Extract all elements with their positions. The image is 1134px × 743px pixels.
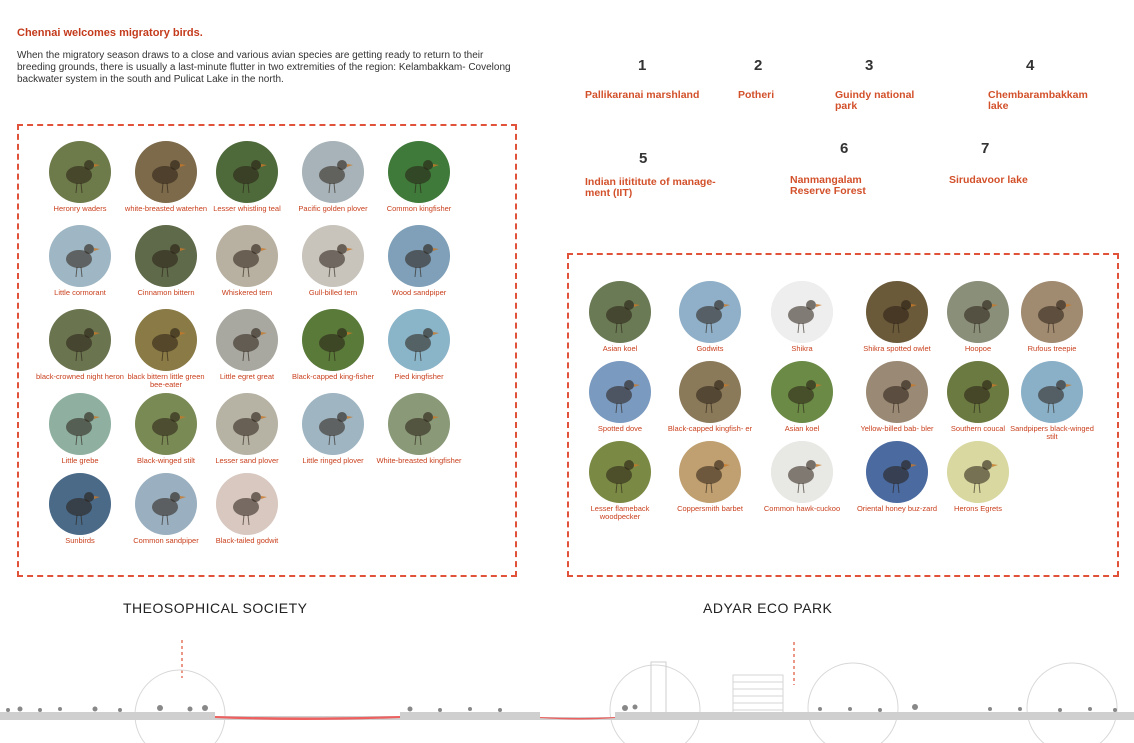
bird-caption: Lesser whistling teal (213, 204, 281, 213)
bird-icon (49, 473, 111, 535)
location-name: Guindy national park (835, 89, 915, 112)
bird-photo (679, 281, 741, 343)
bird-caption: white-breasted waterhen (124, 204, 208, 213)
bird-photo (302, 225, 364, 287)
bird-card (283, 393, 383, 465)
location-number: 6 (840, 140, 849, 157)
bird-caption: Little ringed plover (302, 456, 364, 465)
bird-caption: Cinnamon bittern (137, 288, 195, 297)
bird-card (1002, 361, 1102, 441)
bird-photo (388, 141, 450, 203)
location-number: 5 (639, 150, 648, 167)
bird-caption: Sandpipers black-winged stilt (1010, 424, 1094, 441)
bird-photo (302, 141, 364, 203)
bird-caption: Common hawk-cuckoo (763, 504, 841, 513)
bird-card (197, 225, 297, 297)
bird-photo (947, 441, 1009, 503)
bird-caption: Whiskered tern (221, 288, 273, 297)
bird-icon (49, 225, 111, 287)
bird-photo (216, 473, 278, 535)
bird-icon (216, 473, 278, 535)
tree-circle (135, 670, 225, 743)
headline: Chennai welcomes migratory birds. (17, 27, 203, 39)
bird-icon (388, 309, 450, 371)
bird-photo (589, 281, 651, 343)
right-bird-panel (567, 253, 1119, 577)
bird-photo (49, 225, 111, 287)
bird-caption: Shikra spotted owlet (863, 344, 931, 353)
site-label-adyar: ADYAR ECO PARK (703, 600, 833, 616)
bird-icon (216, 309, 278, 371)
bird-caption: Heronry waders (53, 204, 107, 213)
bird-photo (679, 441, 741, 503)
location-number: 7 (981, 140, 990, 157)
bird-card (197, 473, 297, 545)
bird-photo (49, 473, 111, 535)
left-bird-panel (17, 124, 517, 577)
bird-photo (216, 309, 278, 371)
bird-photo (49, 141, 111, 203)
bird-photo (589, 361, 651, 423)
bird-caption: Pied kingfisher (394, 372, 444, 381)
bird-card (570, 281, 670, 353)
bird-caption: Coppersmith barbet (677, 504, 743, 513)
bird-caption: Lesser flameback woodpecker (590, 504, 650, 521)
bird-icon (771, 281, 833, 343)
bird-card (1002, 281, 1102, 353)
bird-caption: Little egret great (219, 372, 275, 381)
bird-card (197, 141, 297, 213)
bird-caption: Black-tailed godwit (215, 536, 279, 545)
location-name: Nanmangalam Reserve Forest (790, 174, 866, 197)
vegetation (6, 704, 1117, 712)
bird-photo (135, 473, 197, 535)
bird-icon (135, 309, 197, 371)
bird-card (660, 441, 760, 513)
bird-photo (679, 361, 741, 423)
building (733, 675, 783, 715)
building (651, 662, 666, 714)
bird-caption: Yellow-billed bab- bler (860, 424, 934, 433)
bird-card (752, 281, 852, 353)
bird-card (660, 281, 760, 353)
bird-photo (771, 281, 833, 343)
location-name: Potheri (738, 89, 775, 101)
bird-icon (302, 309, 364, 371)
bird-icon (135, 141, 197, 203)
bird-card (369, 393, 469, 465)
bird-card (928, 441, 1028, 513)
bird-caption: Herons Egrets (954, 504, 1002, 513)
river-section-drawing (0, 640, 1134, 743)
bird-photo (302, 393, 364, 455)
intro-paragraph: When the migratory season draws to a close and various avian species are getting ready to return to their breeding grounds, there is usually a last-minute flutter in two extremities of the region: Kelambakkam- Covelong backwater system in the south and Pulicat Lake in the north. (17, 50, 511, 85)
bird-card (570, 441, 670, 521)
site-label-theosophical: THEOSOPHICAL SOCIETY (123, 600, 308, 616)
bird-caption: black-crowned night heron (36, 372, 124, 381)
bird-icon (866, 281, 928, 343)
bird-card (752, 361, 852, 433)
bird-photo (135, 393, 197, 455)
bird-photo (866, 361, 928, 423)
bird-icon (947, 441, 1009, 503)
bird-photo (947, 361, 1009, 423)
bird-caption: Shikra (791, 344, 813, 353)
bird-caption: Asian koel (784, 424, 820, 433)
bird-card (570, 361, 670, 433)
bird-icon (679, 441, 741, 503)
location-name: Chembarambakkam lake (988, 89, 1088, 112)
bird-photo (589, 441, 651, 503)
bird-card (30, 473, 130, 545)
tree-circle (610, 665, 700, 743)
location-name: Indian iitititute of manage- ment (IIT) (585, 176, 716, 199)
bird-icon (771, 441, 833, 503)
bird-caption: Gull-billed tern (308, 288, 358, 297)
bird-icon (216, 393, 278, 455)
bird-caption: Common kingfisher (386, 204, 452, 213)
bird-photo (216, 225, 278, 287)
bird-card (660, 361, 760, 433)
bird-icon (49, 309, 111, 371)
bird-icon (679, 361, 741, 423)
location-number: 4 (1026, 57, 1035, 74)
bird-photo (771, 441, 833, 503)
bird-caption: Black-winged stilt (137, 456, 195, 465)
bird-icon (49, 393, 111, 455)
bird-caption: Spotted dove (597, 424, 643, 433)
bird-card (30, 225, 130, 297)
bird-icon (388, 225, 450, 287)
bird-icon (49, 141, 111, 203)
bird-icon (589, 281, 651, 343)
tree-circle (1027, 663, 1117, 743)
bird-icon (1021, 281, 1083, 343)
bird-photo (49, 309, 111, 371)
bird-icon (216, 141, 278, 203)
bird-card (369, 141, 469, 213)
bird-icon (388, 393, 450, 455)
bird-icon (135, 225, 197, 287)
bird-photo (216, 393, 278, 455)
bird-caption: Sunbirds (65, 536, 95, 545)
bird-caption: Wood sandpiper (391, 288, 447, 297)
bird-icon (589, 441, 651, 503)
location-name: Pallikaranai marshland (585, 89, 700, 101)
bird-caption: Common sandpiper (133, 536, 199, 545)
location-name: Sirudavoor lake (949, 174, 1028, 186)
bird-icon (679, 281, 741, 343)
bird-photo (49, 393, 111, 455)
bird-icon (135, 473, 197, 535)
tree-circle (808, 663, 898, 743)
location-number: 1 (638, 57, 647, 74)
bird-card (30, 393, 130, 465)
bird-caption: White-breasted kingfisher (376, 456, 462, 465)
bird-photo (302, 309, 364, 371)
bird-card (30, 141, 130, 213)
bird-caption: Asian koel (602, 344, 638, 353)
location-number: 3 (865, 57, 874, 74)
bird-caption: Black-capped king-fisher (291, 372, 375, 381)
bird-caption: Oriental honey buz-zard (856, 504, 938, 513)
bird-icon (771, 361, 833, 423)
bird-caption: black bittern little green bee-eater (127, 372, 205, 389)
bird-card (283, 225, 383, 297)
bird-photo (866, 441, 928, 503)
bird-photo (388, 393, 450, 455)
bird-card (197, 309, 297, 381)
bird-icon (866, 361, 928, 423)
bird-icon (216, 225, 278, 287)
bird-card (197, 393, 297, 465)
bird-photo (135, 309, 197, 371)
bird-caption: Pacific golden plover (298, 204, 368, 213)
bird-icon (1021, 361, 1083, 423)
bird-caption: Godwits (696, 344, 724, 353)
bird-photo (135, 141, 197, 203)
bird-photo (135, 225, 197, 287)
bird-caption: Southern coucal (950, 424, 1006, 433)
bird-icon (388, 141, 450, 203)
bird-caption: Little cormorant (54, 288, 106, 297)
bird-photo (947, 281, 1009, 343)
bird-icon (589, 361, 651, 423)
bird-card (30, 309, 130, 381)
bird-icon (947, 281, 1009, 343)
bird-photo (1021, 361, 1083, 423)
bird-icon (302, 141, 364, 203)
bird-caption: Little grebe (61, 456, 99, 465)
bird-icon (302, 225, 364, 287)
bird-card (283, 309, 383, 381)
bird-icon (947, 361, 1009, 423)
bird-icon (866, 441, 928, 503)
bird-photo (1021, 281, 1083, 343)
bird-icon (302, 393, 364, 455)
bird-card (283, 141, 383, 213)
bird-caption: Black-capped kingfish- er (667, 424, 753, 433)
bird-photo (388, 225, 450, 287)
location-number: 2 (754, 57, 763, 74)
bird-caption: Lesser sand plover (215, 456, 279, 465)
bird-card (369, 309, 469, 381)
bird-photo (866, 281, 928, 343)
bird-card (752, 441, 852, 513)
bird-photo (771, 361, 833, 423)
bird-photo (388, 309, 450, 371)
bird-card (369, 225, 469, 297)
bird-caption: Hoopoe (964, 344, 992, 353)
bird-caption: Rufous treepie (1027, 344, 1077, 353)
bird-photo (216, 141, 278, 203)
bird-icon (135, 393, 197, 455)
